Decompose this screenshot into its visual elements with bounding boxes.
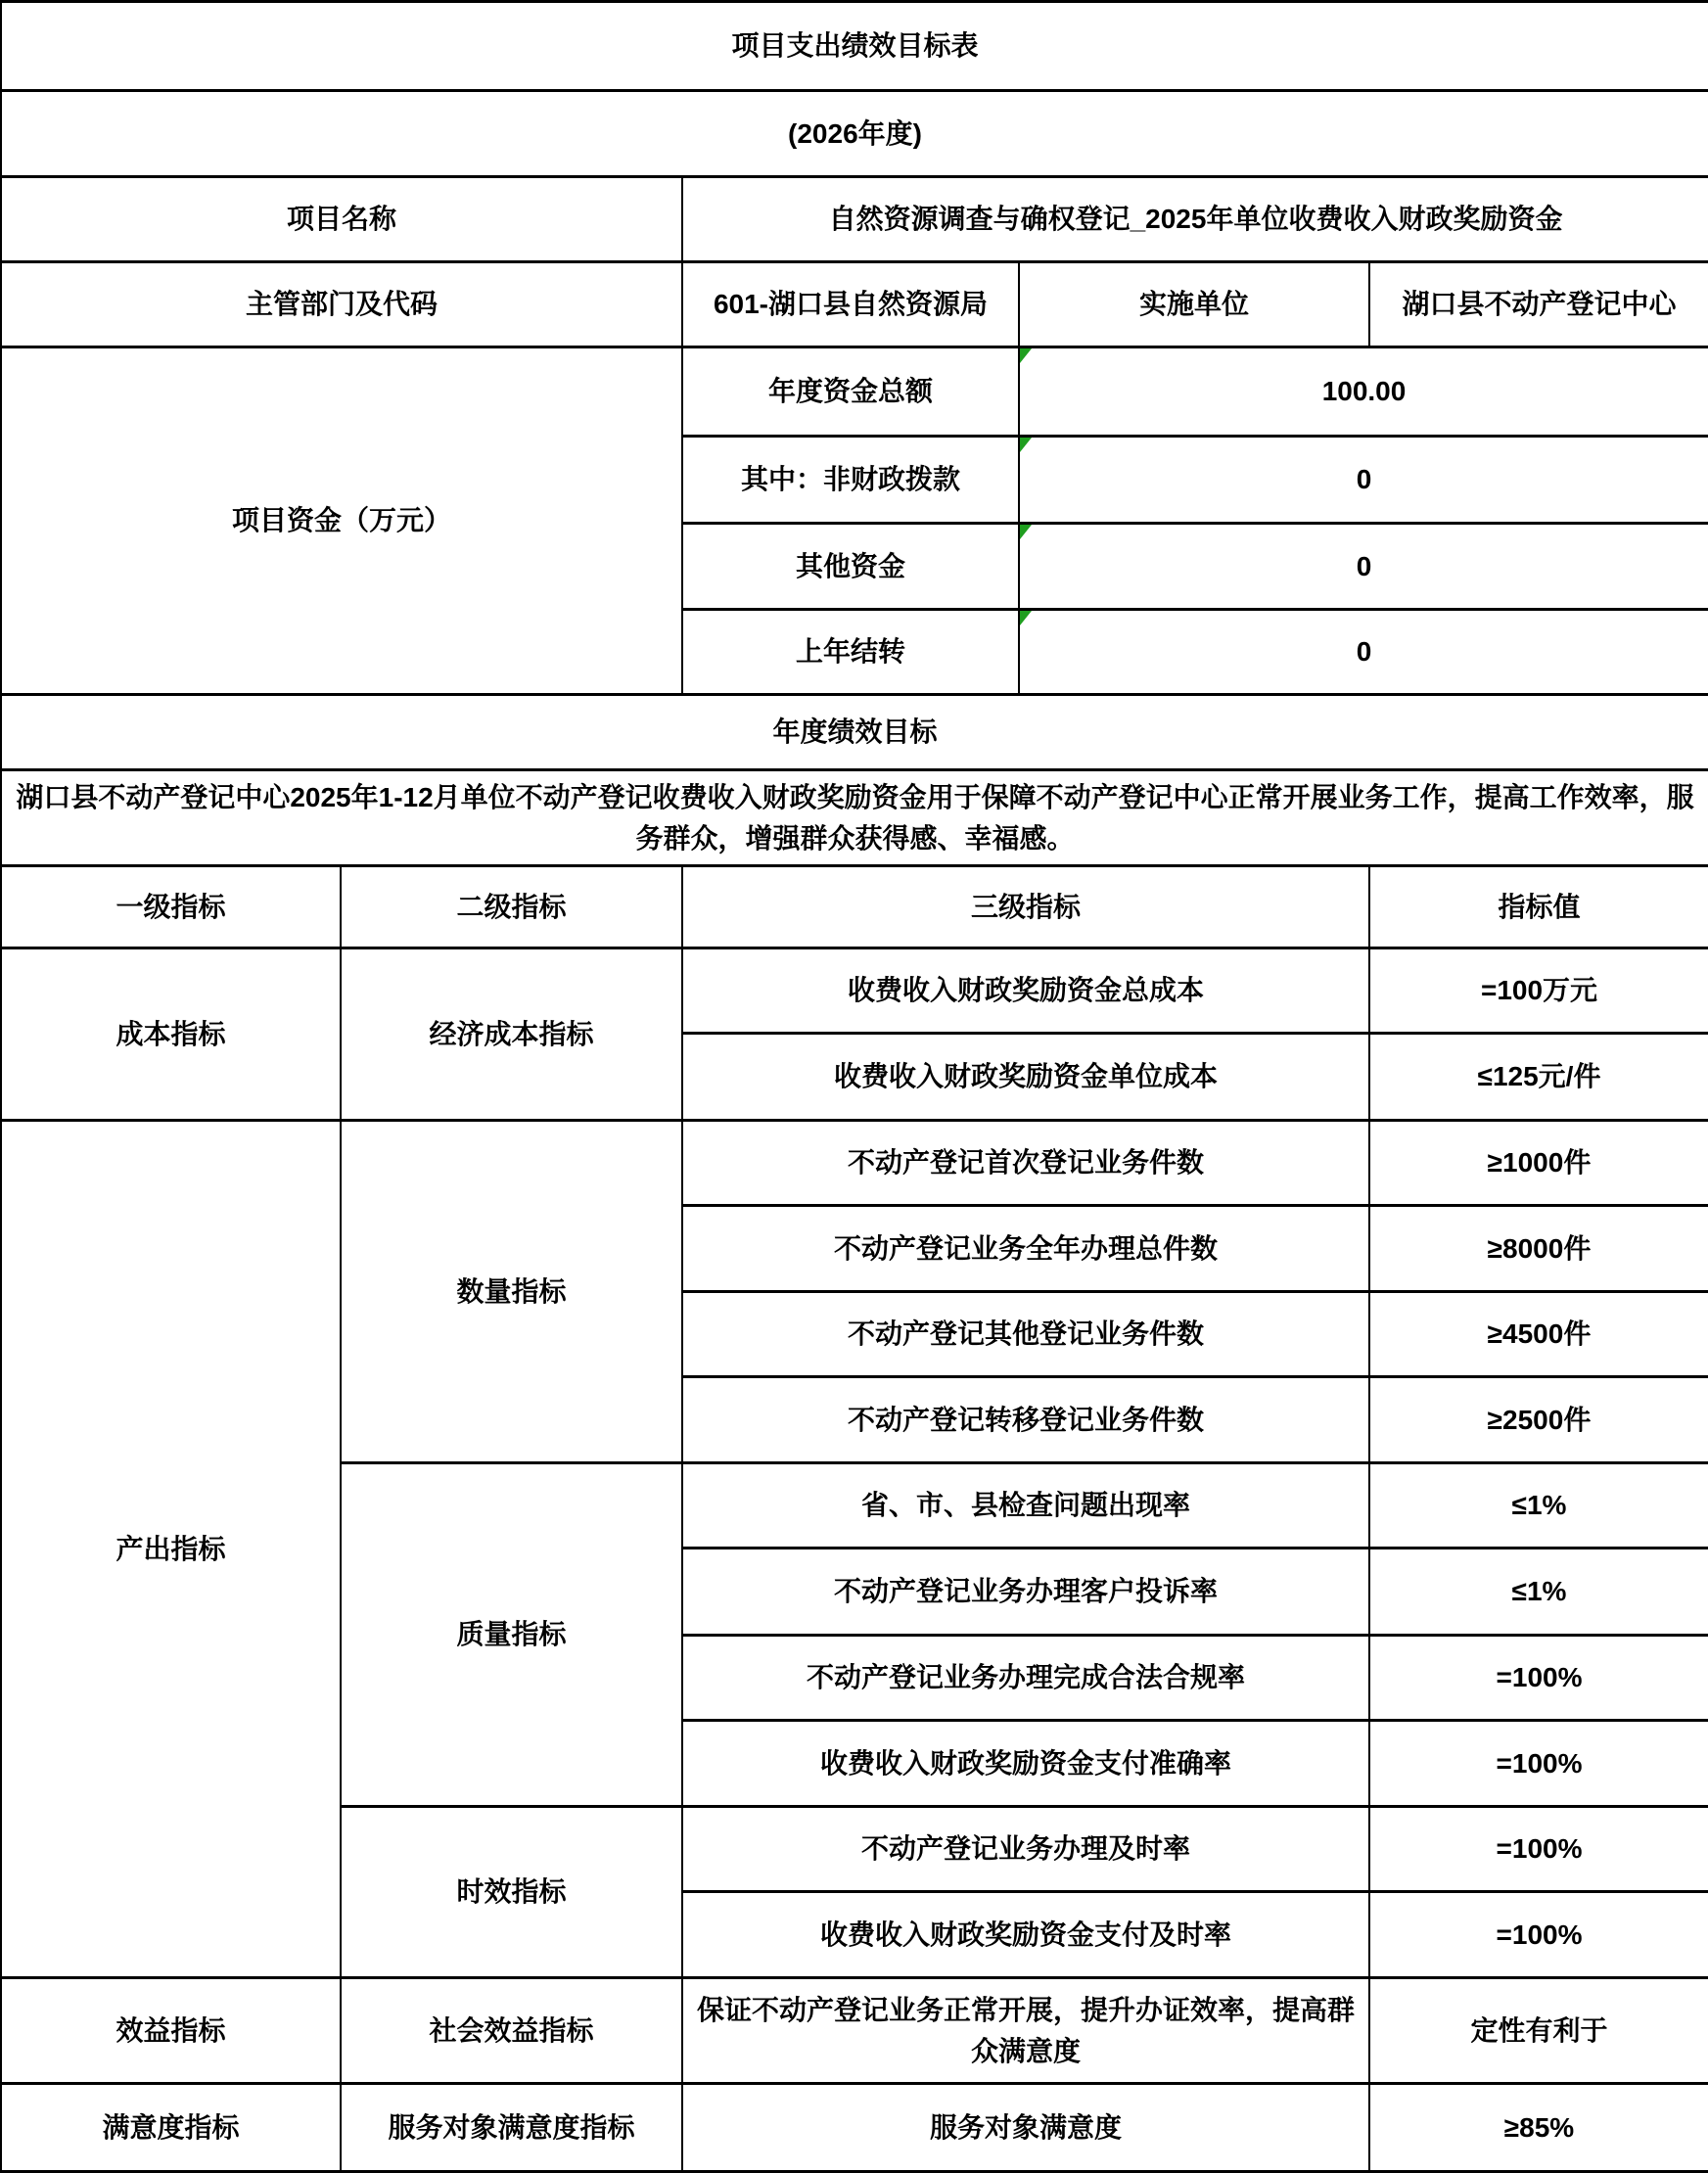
indicator-name-cell: 收费收入财政奖励资金支付准确率 bbox=[682, 1721, 1369, 1807]
excel-error-triangle-icon bbox=[1020, 611, 1032, 625]
indicator-value-cell: =100万元 bbox=[1369, 948, 1708, 1034]
fund-total-label-cell: 年度资金总额 bbox=[682, 347, 1019, 437]
annual-target-header-cell: 年度绩效目标 bbox=[1, 695, 1708, 770]
fund-carryover-value: 0 bbox=[1356, 636, 1372, 667]
annual-target-text-cell: 湖口县不动产登记中心2025年1-12月单位不动产登记收费收入财政奖励资金用于保障不动产登记中心正常开展业务工作，提高工作效率，服务群众，增强群众获得感、幸福感。 bbox=[1, 770, 1708, 866]
header-value-cell: 指标值 bbox=[1369, 866, 1708, 948]
satisfaction-level2-cell: 服务对象满意度指标 bbox=[341, 2084, 682, 2172]
benefit-level1-cell: 效益指标 bbox=[1, 1978, 341, 2084]
cost-level1-cell: 成本指标 bbox=[1, 948, 341, 1121]
indicator-value-cell: =100% bbox=[1369, 1892, 1708, 1978]
project-name-value-cell: 自然资源调查与确权登记_2025年单位收费收入财政奖励资金 bbox=[682, 177, 1708, 262]
indicator-name-cell: 保证不动产登记业务正常开展，提升办证效率，提高群众满意度 bbox=[682, 1978, 1369, 2084]
project-funds-label-cell: 项目资金（万元） bbox=[1, 347, 682, 695]
fund-other-value: 0 bbox=[1356, 550, 1372, 581]
table-year: (2026年度) bbox=[1, 91, 1708, 177]
indicator-name-cell: 不动产登记业务全年办理总件数 bbox=[682, 1206, 1369, 1292]
indicator-value-cell: ≤1% bbox=[1369, 1463, 1708, 1549]
indicator-name-cell: 省、市、县检查问题出现率 bbox=[682, 1463, 1369, 1549]
satisfaction-level1-cell: 满意度指标 bbox=[1, 2084, 341, 2172]
dept-code-value-cell: 601-湖口县自然资源局 bbox=[682, 262, 1019, 347]
excel-error-triangle-icon bbox=[1020, 438, 1032, 452]
output-level1-cell: 产出指标 bbox=[1, 1121, 341, 1978]
indicator-value-cell: ≥8000件 bbox=[1369, 1206, 1708, 1292]
fund-total-value-cell bbox=[1019, 347, 1708, 437]
header-level3-cell: 三级指标 bbox=[682, 866, 1369, 948]
fund-total-value: 100.00 bbox=[1321, 376, 1407, 406]
fund-carryover-value-cell bbox=[1019, 610, 1708, 695]
indicator-name-cell: 不动产登记其他登记业务件数 bbox=[682, 1292, 1369, 1377]
quantity-level2-cell: 数量指标 bbox=[341, 1121, 682, 1463]
indicator-name-cell: 收费收入财政奖励资金单位成本 bbox=[682, 1034, 1369, 1121]
indicator-name-cell: 收费收入财政奖励资金总成本 bbox=[682, 948, 1369, 1034]
indicator-value-cell: =100% bbox=[1369, 1721, 1708, 1807]
table-title: 项目支出绩效目标表 bbox=[1, 2, 1708, 91]
indicator-value-cell: ≥2500件 bbox=[1369, 1377, 1708, 1463]
impl-unit-value-cell: 湖口县不动产登记中心 bbox=[1369, 262, 1708, 347]
header-level2-cell: 二级指标 bbox=[341, 866, 682, 948]
indicator-name-cell: 不动产登记业务办理客户投诉率 bbox=[682, 1549, 1369, 1636]
indicator-name-cell: 不动产登记首次登记业务件数 bbox=[682, 1121, 1369, 1206]
indicator-name-cell: 服务对象满意度 bbox=[682, 2084, 1369, 2172]
time-level2-cell: 时效指标 bbox=[341, 1807, 682, 1978]
indicator-name-cell: 不动产登记业务办理完成合法合规率 bbox=[682, 1636, 1369, 1721]
indicator-value-cell: 定性有利于 bbox=[1369, 1978, 1708, 2084]
indicator-name-cell: 不动产登记业务办理及时率 bbox=[682, 1807, 1369, 1892]
indicator-value-cell: ≥85% bbox=[1369, 2084, 1708, 2172]
cost-level2-cell: 经济成本指标 bbox=[341, 948, 682, 1121]
dept-code-label-cell: 主管部门及代码 bbox=[1, 262, 682, 347]
fund-other-label-cell: 其他资金 bbox=[682, 524, 1019, 610]
fund-nonfiscal-label-cell: 其中：非财政拨款 bbox=[682, 437, 1019, 524]
impl-unit-label-cell: 实施单位 bbox=[1019, 262, 1369, 347]
quality-level2-cell: 质量指标 bbox=[341, 1463, 682, 1807]
indicator-name-cell: 不动产登记转移登记业务件数 bbox=[682, 1377, 1369, 1463]
excel-error-triangle-icon bbox=[1020, 348, 1032, 363]
indicator-value-cell: ≥4500件 bbox=[1369, 1292, 1708, 1377]
fund-carryover-label-cell: 上年结转 bbox=[682, 610, 1019, 695]
header-level1-cell: 一级指标 bbox=[1, 866, 341, 948]
benefit-level2-cell: 社会效益指标 bbox=[341, 1978, 682, 2084]
fund-nonfiscal-value-cell bbox=[1019, 437, 1708, 524]
indicator-value-cell: ≥1000件 bbox=[1369, 1121, 1708, 1206]
fund-nonfiscal-value: 0 bbox=[1356, 464, 1372, 494]
excel-error-triangle-icon bbox=[1020, 525, 1032, 539]
indicator-name-cell: 收费收入财政奖励资金支付及时率 bbox=[682, 1892, 1369, 1978]
fund-other-value-cell bbox=[1019, 524, 1708, 610]
indicator-value-cell: ≤125元/件 bbox=[1369, 1034, 1708, 1121]
indicator-value-cell: =100% bbox=[1369, 1636, 1708, 1721]
indicator-value-cell: ≤1% bbox=[1369, 1549, 1708, 1636]
indicator-value-cell: =100% bbox=[1369, 1807, 1708, 1892]
project-name-label-cell: 项目名称 bbox=[1, 177, 682, 262]
